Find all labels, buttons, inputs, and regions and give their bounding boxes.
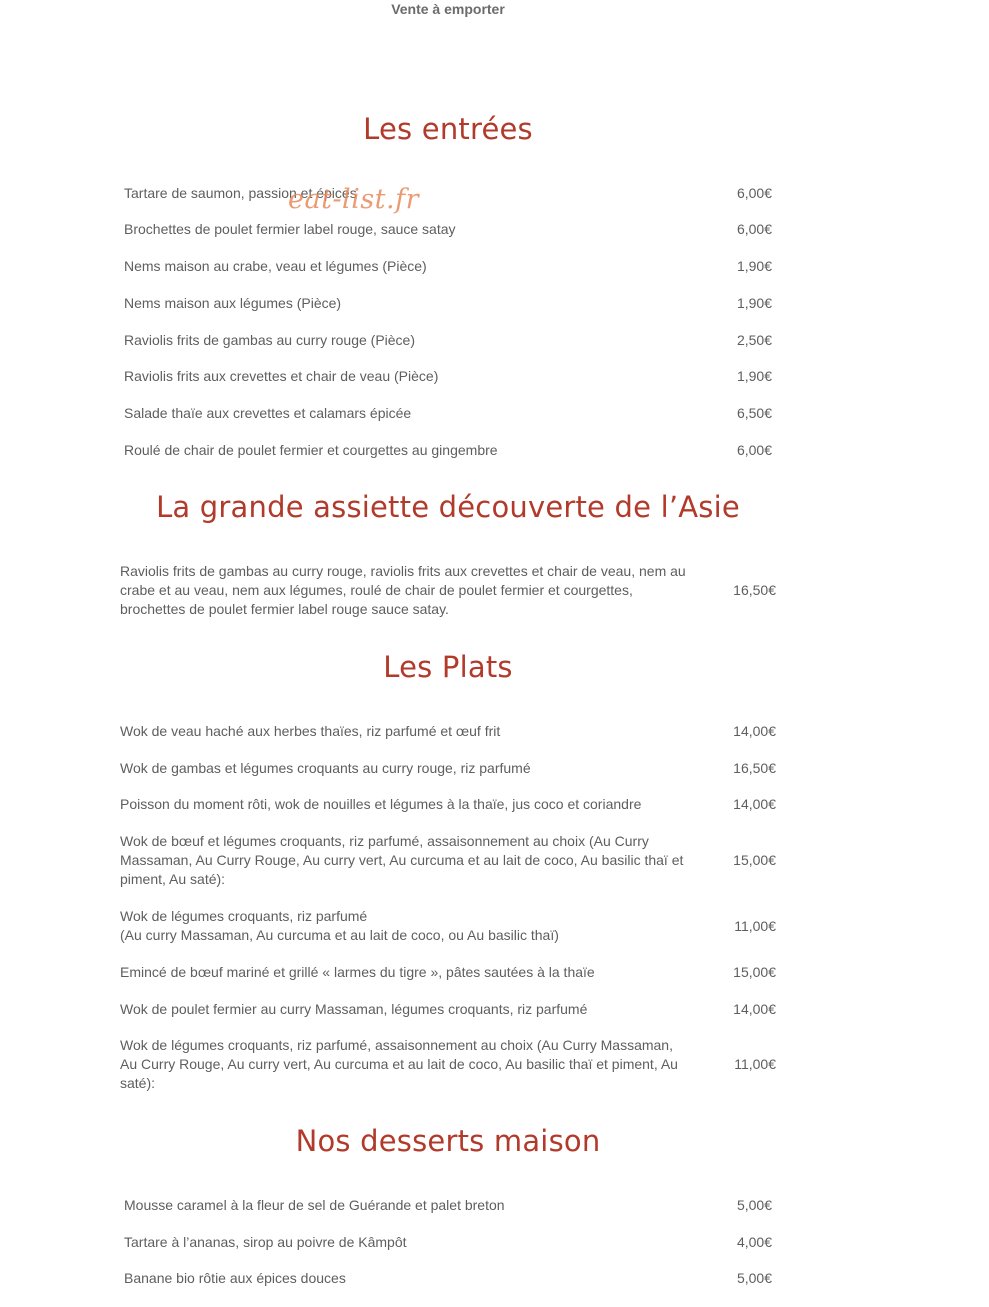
item-name: Raviolis frits aux crevettes et chair de veau (Pièce) (124, 368, 439, 384)
item-price: 11,00€ (734, 1056, 776, 1072)
item-name-line: Raviolis frits de gambas au curry rouge, raviolis frits aux crevettes et chair de veau, nem au (120, 563, 686, 579)
item-name: Salade thaïe aux crevettes et calamars épicée (124, 405, 412, 421)
item-price: 6,50€ (736, 405, 772, 421)
item-name-line: piment, Au saté): (120, 871, 226, 887)
item-name: Tartare de saumon, passion et épices (124, 185, 357, 201)
item-price: 1,90€ (736, 368, 772, 384)
item-name: Mousse caramel à la fleur de sel de Guérande et palet breton (124, 1197, 505, 1213)
item-name: Roulé de chair de poulet fermier et courgettes au gingembre (124, 442, 498, 458)
item-price: 5,00€ (736, 1197, 772, 1213)
section-title-desserts: Nos desserts maison (295, 1124, 601, 1158)
item-name: Raviolis frits de gambas au curry rouge (Pièce) (124, 332, 416, 348)
menu-item (120, 1036, 678, 1093)
menu-item (120, 722, 500, 741)
item-price: 1,90€ (736, 258, 772, 274)
item-price: 5,00€ (736, 1270, 772, 1286)
menu-item (124, 1233, 407, 1252)
item-name: Banane bio rôtie aux épices douces (124, 1270, 346, 1286)
menu-item (124, 220, 456, 239)
item-name-line: (Au curry Massaman, Au curcuma et au lait de coco, ou Au basilic thaï) (120, 927, 559, 943)
item-price: 15,00€ (733, 852, 776, 868)
menu-item (120, 963, 595, 982)
item-name: Nems maison au crabe, veau et légumes (Pièce) (124, 258, 427, 274)
item-name-line: Wok de gambas et légumes croquants au curry rouge, riz parfumé (120, 760, 531, 776)
menu-item (120, 759, 531, 778)
item-name: Brochettes de poulet fermier label rouge, sauce satay (124, 221, 456, 237)
item-price: 11,00€ (734, 918, 776, 934)
item-name-line: Poisson du moment rôti, wok de nouilles et légumes à la thaïe, jus coco et coriandre (120, 796, 642, 812)
item-name-line: crabe et au veau, nem aux légumes, roulé de chair de poulet fermier et courgettes, (120, 582, 633, 598)
menu-item (120, 1000, 587, 1019)
item-price: 16,50€ (733, 760, 776, 776)
item-name-line: Emincé de bœuf mariné et grillé « larmes du tigre », pâtes sautées à la thaïe (120, 964, 595, 980)
menu-item (120, 795, 641, 814)
item-price: 14,00€ (733, 723, 776, 739)
item-name-line: Wok de légumes croquants, riz parfumé (120, 908, 368, 924)
item-price: 6,00€ (736, 221, 772, 237)
item-price: 1,90€ (736, 295, 772, 311)
item-name-line: saté): (120, 1075, 156, 1091)
menu-item (124, 257, 427, 276)
item-name: Tartare à l’ananas, sirop au poivre de Kâmpôt (124, 1234, 407, 1250)
menu-item (120, 562, 686, 619)
item-price: 6,00€ (736, 442, 772, 458)
section-title-assiette: La grande assiette découverte de l’Asie (156, 490, 740, 524)
menu-item (124, 331, 415, 350)
item-name-line: Wok de veau haché aux herbes thaïes, riz parfumé et œuf frit (120, 723, 501, 739)
item-price: 2,50€ (736, 332, 772, 348)
item-price: 15,00€ (733, 964, 776, 980)
menu-item (124, 404, 411, 423)
menu-item (120, 907, 559, 945)
item-price: 14,00€ (733, 1001, 776, 1017)
item-name-line: Au Curry Rouge, Au curry vert, Au curcuma et au lait de coco, Au basilic thaï et piment, Au (120, 1056, 678, 1072)
menu-item (124, 1196, 505, 1215)
item-name-line: Wok de poulet fermier au curry Massaman, légumes croquants, riz parfumé (120, 1001, 588, 1017)
item-price: 14,00€ (733, 796, 776, 812)
menu-item (124, 294, 341, 313)
item-price: 4,00€ (736, 1234, 772, 1250)
section-title-plats: Les Plats (383, 650, 513, 684)
menu-item (120, 832, 683, 889)
item-name: Nems maison aux légumes (Pièce) (124, 295, 342, 311)
item-name-line: Wok de bœuf et légumes croquants, riz parfumé, assaisonnement au choix (Au Curry (120, 833, 649, 849)
menu-item (124, 367, 438, 386)
item-price: 16,50€ (733, 582, 776, 598)
item-price: 6,00€ (736, 185, 772, 201)
section-title-entrees: Les entrées (363, 112, 533, 146)
menu-item (124, 441, 498, 460)
item-name-line: Massaman, Au Curry Rouge, Au curry vert, Au curcuma et au lait de coco, Au basilic thaï et (120, 852, 684, 868)
item-name-line: Wok de légumes croquants, riz parfumé, assaisonnement au choix (Au Curry Massaman, (120, 1037, 673, 1053)
menu-item (124, 1269, 346, 1288)
page-header: Vente à emporter (391, 1, 505, 17)
watermark-logo: eat-list.fr (288, 184, 420, 215)
item-name-line: brochettes de poulet fermier label rouge sauce satay. (120, 601, 449, 617)
